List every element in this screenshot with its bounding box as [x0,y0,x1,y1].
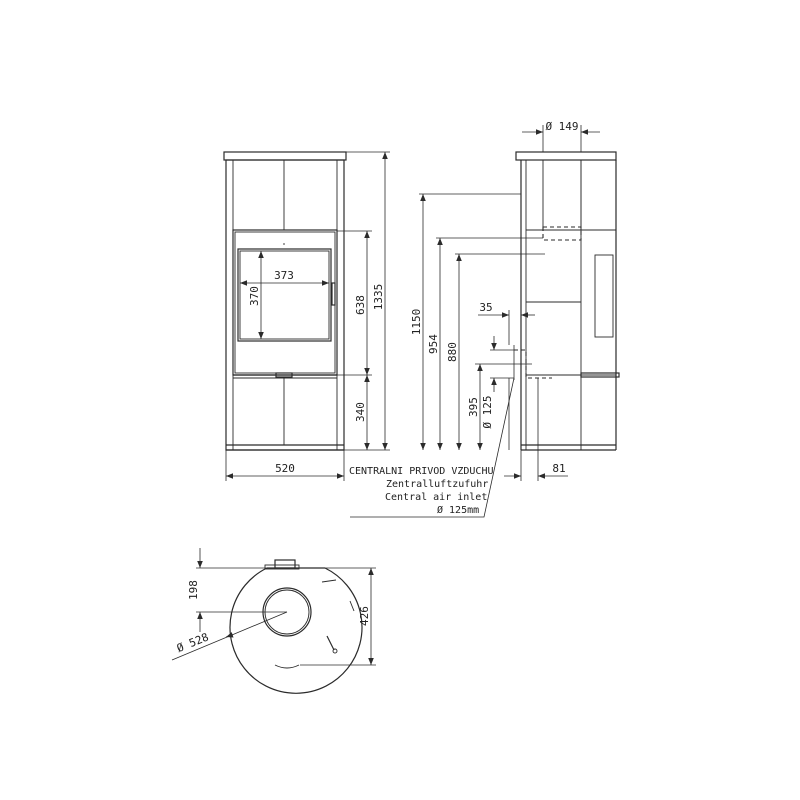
dim-height-954: 954 [427,334,440,354]
dim-offset-35: 35 [479,301,493,314]
dim-offset-81: 81 [552,462,566,475]
dim-inlet-height: 395 [467,397,480,417]
dim-flue-diameter: Ø 149 [545,120,579,133]
dim-inlet-diameter: Ø 125 [481,395,494,429]
dim-top-426: 426 [358,606,371,626]
dim-total-width: 520 [275,462,295,475]
note-line-3: Central air inlet [385,492,488,503]
dim-window-height: 370 [248,286,261,306]
dim-base-height: 340 [354,402,367,422]
dim-firebox-height: 638 [354,295,367,315]
dim-height-880: 880 [446,342,459,362]
dim-total-height: 1335 [372,283,385,311]
note-line-2: Zentralluftzufuhr [386,479,489,490]
front-view [224,152,390,481]
dim-height-1150: 1150 [410,308,423,336]
side-view [410,120,619,481]
note-line-4: Ø 125mm [437,505,480,516]
dim-top-198: 198 [187,580,200,600]
dim-window-width: 373 [274,269,294,282]
dim-top-diameter: Ø 528 [174,630,211,655]
top-view [172,548,376,693]
note-line-1: CENTRALNI PRIVOD VZDUCHU [349,466,494,477]
